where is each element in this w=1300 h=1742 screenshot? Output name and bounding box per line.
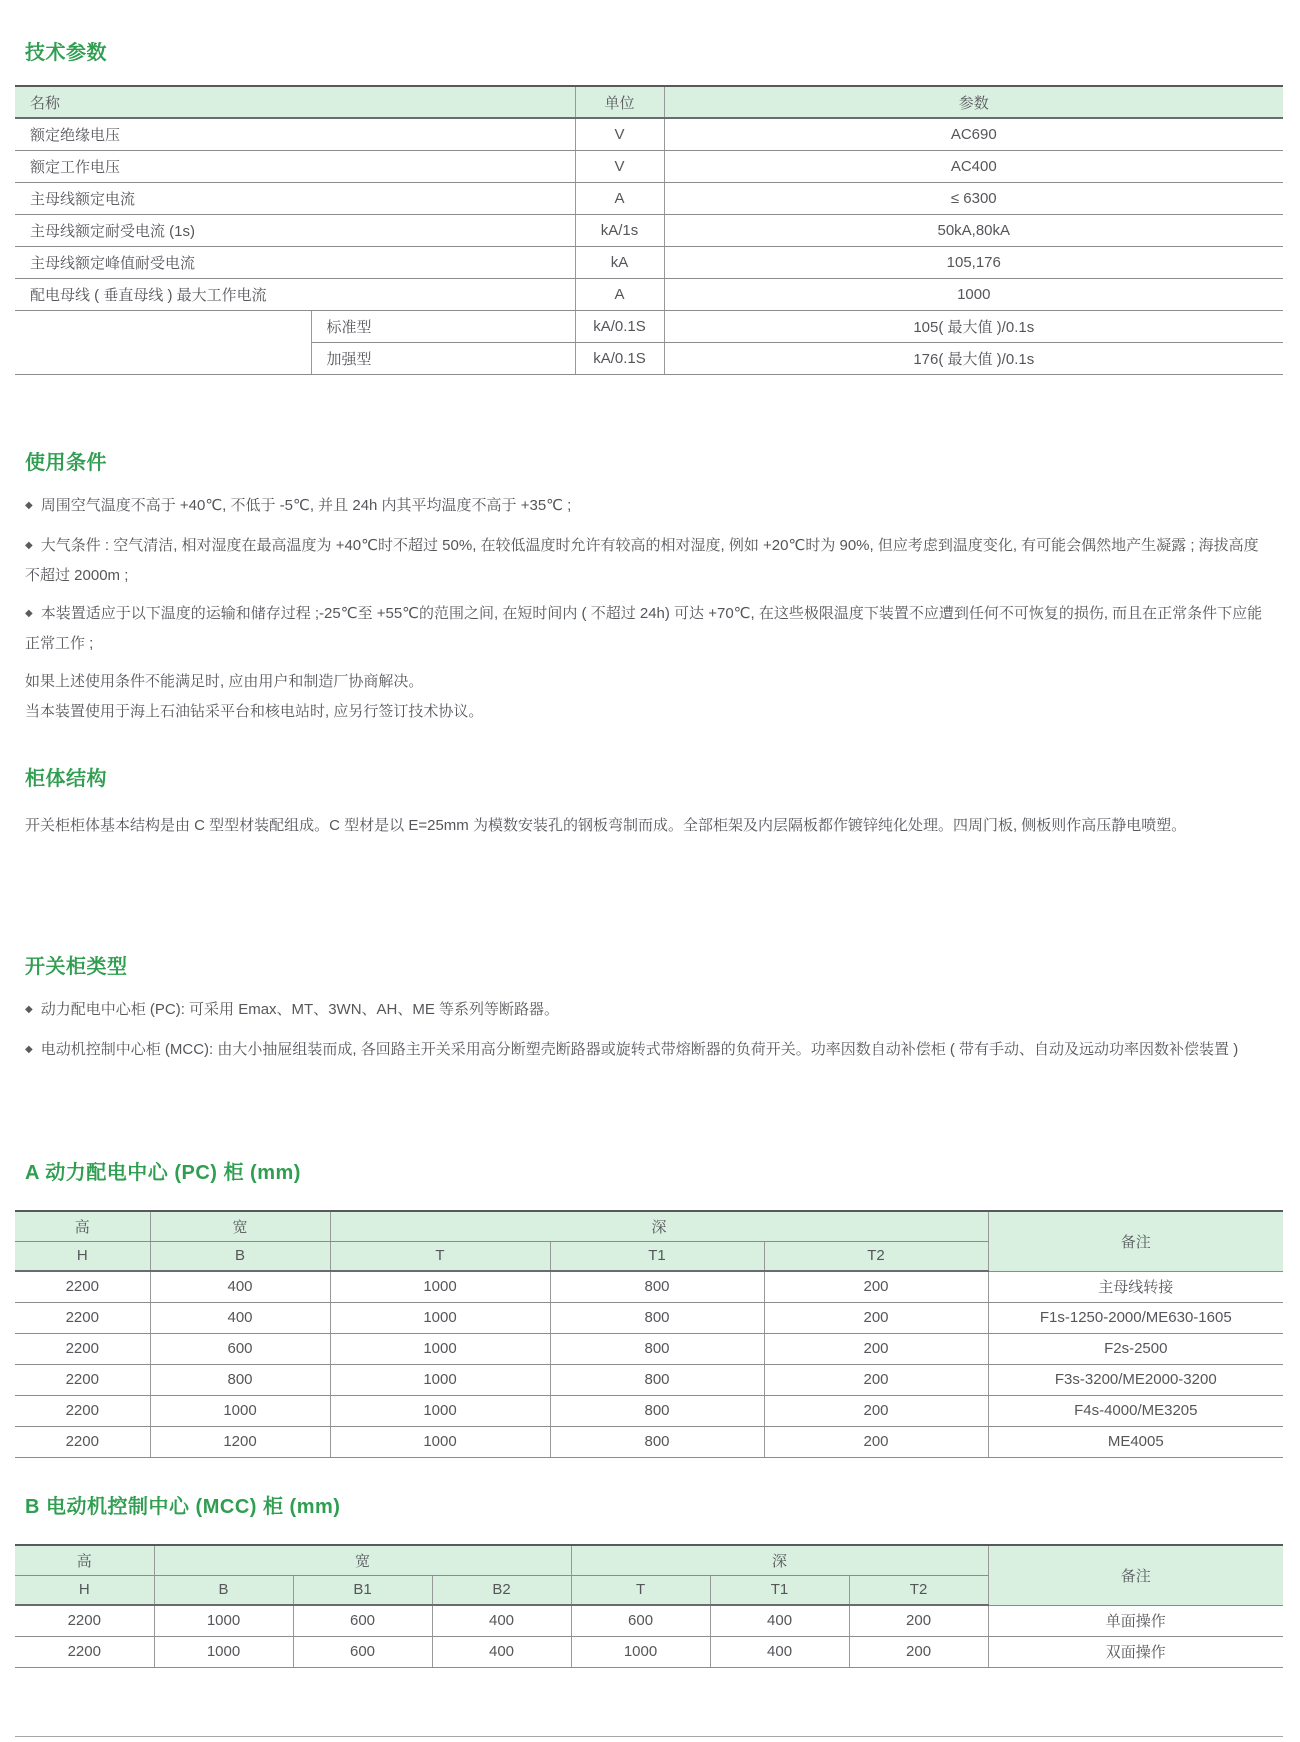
table-row <box>15 1636 1283 1667</box>
dim-cell: 600 <box>293 1605 432 1636</box>
param-name: 配电母线 ( 垂直母线 ) 最大工作电流 <box>15 278 575 310</box>
dim-cell: 800 <box>550 1364 764 1395</box>
dim-cell: 200 <box>764 1302 988 1333</box>
param-value: ≤ 6300 <box>664 182 1283 214</box>
param-value: AC400 <box>664 150 1283 182</box>
dim-cell: 400 <box>150 1271 330 1302</box>
table-row <box>15 1271 1283 1302</box>
remark-cell: 双面操作 <box>988 1636 1283 1667</box>
table-row <box>15 1605 1283 1636</box>
group-header-depth: 深 <box>571 1545 988 1575</box>
bullet-text: 本装置适应于以下温度的运输和储存过程 ;-25℃至 +55℃的范围之间, 在短时间内 ( 不超过 24h) 可达 +70℃, 在这些极限温度下装置不应遭到任何不可恢复的损伤, 而且在正常条件下应能正常工作 ; <box>25 605 1263 652</box>
note-line: 如果上述使用条件不能满足时, 应由用户和制造厂协商解决。 <box>25 673 424 690</box>
dim-cell: 2200 <box>15 1395 150 1426</box>
dim-cell: 400 <box>432 1636 571 1667</box>
bullet-text: 电动机控制中心柜 (MCC): 由大小抽屉组装而成, 各回路主开关采用高分断塑壳断路器或旋转式带熔断器的负荷开关。功率因数自动补偿柜 ( 带有手动、自动及远动功率因数补偿装置 ) <box>40 1041 1239 1058</box>
param-value: AC690 <box>664 118 1283 150</box>
dim-cell: 400 <box>710 1636 849 1667</box>
remark-cell: ME4005 <box>988 1426 1283 1457</box>
bullet-item <box>25 1036 1273 1066</box>
group-header-row <box>15 1545 1283 1575</box>
param-name: 额定绝缘电压 <box>15 118 575 150</box>
dim-cell: 2200 <box>15 1302 150 1333</box>
cabinet-structure-body: 开关柜柜体基本结构是由 C 型型材装配组成。C 型材是以 E=25mm 为模数安装孔的钢板弯制而成。全部柜架及内层隔板都作镀锌纯化处理。四周门板, 侧板则作高压静电喷塑。 <box>25 817 1187 834</box>
tech-params-table <box>15 85 1283 375</box>
col-header-B: B <box>150 1241 330 1271</box>
col-header-T1: T1 <box>550 1241 764 1271</box>
param-name: 主母线额定峰值耐受电流 <box>15 246 575 278</box>
dim-cell: 2200 <box>15 1605 154 1636</box>
diamond-bullet-icon: ◆ <box>25 540 33 551</box>
param-name: 主母线额定电流 <box>15 182 575 214</box>
section-heading-cabinet-structure: 柜体结构 <box>25 768 107 790</box>
diamond-bullet-icon: ◆ <box>25 500 33 511</box>
remark-cell: 单面操作 <box>988 1605 1283 1636</box>
col-header-B2: B2 <box>432 1575 571 1605</box>
table-header-row <box>15 86 1283 118</box>
col-header-B: B <box>154 1575 293 1605</box>
dim-cell: 1000 <box>330 1364 550 1395</box>
bullet-item <box>25 532 1273 590</box>
note-line: 当本装置使用于海上石油钻采平台和核电站时, 应另行签订技术协议。 <box>25 703 484 720</box>
dim-cell: 1000 <box>154 1605 293 1636</box>
diamond-bullet-icon: ◆ <box>25 1044 33 1055</box>
param-unit: kA/0.1S <box>575 342 664 374</box>
col-header-H: H <box>15 1241 150 1271</box>
group-header-remark: 备注 <box>988 1211 1283 1271</box>
param-name: 标准型 <box>311 310 575 342</box>
dim-cell: 2200 <box>15 1636 154 1667</box>
remark-cell: F4s-4000/ME3205 <box>988 1395 1283 1426</box>
param-unit: kA <box>575 246 664 278</box>
param-value: 105( 最大值 )/0.1s <box>664 310 1283 342</box>
group-header-width: 宽 <box>150 1211 330 1241</box>
dim-cell: 200 <box>764 1271 988 1302</box>
diamond-bullet-icon: ◆ <box>25 608 33 619</box>
table-row <box>15 1333 1283 1364</box>
group-header-width: 宽 <box>154 1545 571 1575</box>
group-header-height: 高 <box>15 1545 154 1575</box>
table-row <box>15 214 1283 246</box>
remark-cell: F3s-3200/ME2000-3200 <box>988 1364 1283 1395</box>
bullet-text: 动力配电中心柜 (PC): 可采用 Emax、MT、3WN、AH、ME 等系列等断路器。 <box>40 1001 560 1018</box>
page-content <box>15 0 1283 1742</box>
table-row <box>15 1364 1283 1395</box>
dim-cell: 200 <box>764 1426 988 1457</box>
bullet-text: 周围空气温度不高于 +40℃, 不低于 -5℃, 并且 24h 内其平均温度不高于 +35℃ ; <box>40 497 572 514</box>
dim-cell: 800 <box>550 1271 764 1302</box>
param-unit: A <box>575 182 664 214</box>
table-row <box>15 278 1283 310</box>
col-header-H: H <box>15 1575 154 1605</box>
dim-cell: 400 <box>432 1605 571 1636</box>
dim-cell: 2200 <box>15 1333 150 1364</box>
dim-cell: 1000 <box>330 1333 550 1364</box>
dim-cell: 200 <box>849 1605 988 1636</box>
param-name: 额定工作电压 <box>15 150 575 182</box>
dim-cell: 2200 <box>15 1271 150 1302</box>
remark-cell: F1s-1250-2000/ME630-1605 <box>988 1302 1283 1333</box>
section-heading-mcc-table: B 电动机控制中心 (MCC) 柜 (mm) <box>25 1496 341 1518</box>
switchgear-types-block <box>25 996 1273 1076</box>
param-unit: V <box>575 118 664 150</box>
param-unit: kA/1s <box>575 214 664 246</box>
param-unit: A <box>575 278 664 310</box>
diamond-bullet-icon: ◆ <box>25 1004 33 1015</box>
dim-cell: 1000 <box>150 1395 330 1426</box>
dim-cell: 1000 <box>571 1636 710 1667</box>
dim-cell: 2200 <box>15 1364 150 1395</box>
col-header-T2: T2 <box>849 1575 988 1605</box>
group-header-remark: 备注 <box>988 1545 1283 1605</box>
table-row <box>15 1395 1283 1426</box>
page-bottom-rule <box>15 1736 1283 1737</box>
dim-cell: 200 <box>764 1364 988 1395</box>
dim-cell: 1200 <box>150 1426 330 1457</box>
bullet-item <box>25 996 1273 1026</box>
dim-cell: 800 <box>550 1302 764 1333</box>
section-heading-tech-params: 技术参数 <box>25 42 107 64</box>
empty-cell <box>15 310 311 374</box>
group-header-depth: 深 <box>330 1211 988 1241</box>
mcc-dimensions-table <box>15 1544 1283 1668</box>
table-row <box>15 310 1283 342</box>
section-heading-pc-table: A 动力配电中心 (PC) 柜 (mm) <box>25 1162 301 1184</box>
pc-dimensions-table <box>15 1210 1283 1458</box>
dim-cell: 200 <box>764 1333 988 1364</box>
col-header-T: T <box>571 1575 710 1605</box>
col-header-T2: T2 <box>764 1241 988 1271</box>
param-value: 1000 <box>664 278 1283 310</box>
dim-cell: 800 <box>550 1426 764 1457</box>
remark-cell: 主母线转接 <box>988 1271 1283 1302</box>
dim-cell: 800 <box>550 1333 764 1364</box>
param-value: 50kA,80kA <box>664 214 1283 246</box>
col-header-unit: 单位 <box>575 86 664 118</box>
dim-cell: 1000 <box>330 1426 550 1457</box>
param-unit: kA/0.1S <box>575 310 664 342</box>
dim-cell: 800 <box>550 1395 764 1426</box>
bullet-item <box>25 600 1273 658</box>
param-value: 176( 最大值 )/0.1s <box>664 342 1283 374</box>
dim-cell: 1000 <box>330 1302 550 1333</box>
table-row <box>15 1302 1283 1333</box>
col-header-T: T <box>330 1241 550 1271</box>
dim-cell: 2200 <box>15 1426 150 1457</box>
section-heading-switchgear-types: 开关柜类型 <box>25 956 128 978</box>
dim-cell: 400 <box>150 1302 330 1333</box>
param-value: 105,176 <box>664 246 1283 278</box>
dim-cell: 600 <box>150 1333 330 1364</box>
table-row <box>15 246 1283 278</box>
dim-cell: 1000 <box>330 1395 550 1426</box>
dim-cell: 1000 <box>330 1271 550 1302</box>
dim-cell: 400 <box>710 1605 849 1636</box>
param-name: 主母线额定耐受电流 (1s) <box>15 214 575 246</box>
usage-conditions-block <box>25 492 1273 726</box>
remark-cell: F2s-2500 <box>988 1333 1283 1364</box>
col-header-value: 参数 <box>664 86 1283 118</box>
bullet-item <box>25 492 1273 522</box>
dim-cell: 1000 <box>154 1636 293 1667</box>
group-header-row <box>15 1211 1283 1241</box>
section-heading-usage-conditions: 使用条件 <box>25 452 107 474</box>
table-row <box>15 150 1283 182</box>
table-row <box>15 118 1283 150</box>
col-header-name: 名称 <box>15 86 575 118</box>
table-row <box>15 182 1283 214</box>
bullet-text: 大气条件 : 空气清洁, 相对湿度在最高温度为 +40℃时不超过 50%, 在较低温度时允许有较高的相对湿度, 例如 +20℃时为 90%, 但应考虑到温度变化, 有可能会偶然地产生凝露 ; 海拔高度不超过 2000m ; <box>25 537 1259 584</box>
param-name: 加强型 <box>311 342 575 374</box>
col-header-T1: T1 <box>710 1575 849 1605</box>
dim-cell: 600 <box>293 1636 432 1667</box>
param-unit: V <box>575 150 664 182</box>
group-header-height: 高 <box>15 1211 150 1241</box>
col-header-B1: B1 <box>293 1575 432 1605</box>
dim-cell: 800 <box>150 1364 330 1395</box>
dim-cell: 600 <box>571 1605 710 1636</box>
dim-cell: 200 <box>849 1636 988 1667</box>
dim-cell: 200 <box>764 1395 988 1426</box>
table-row <box>15 1426 1283 1457</box>
